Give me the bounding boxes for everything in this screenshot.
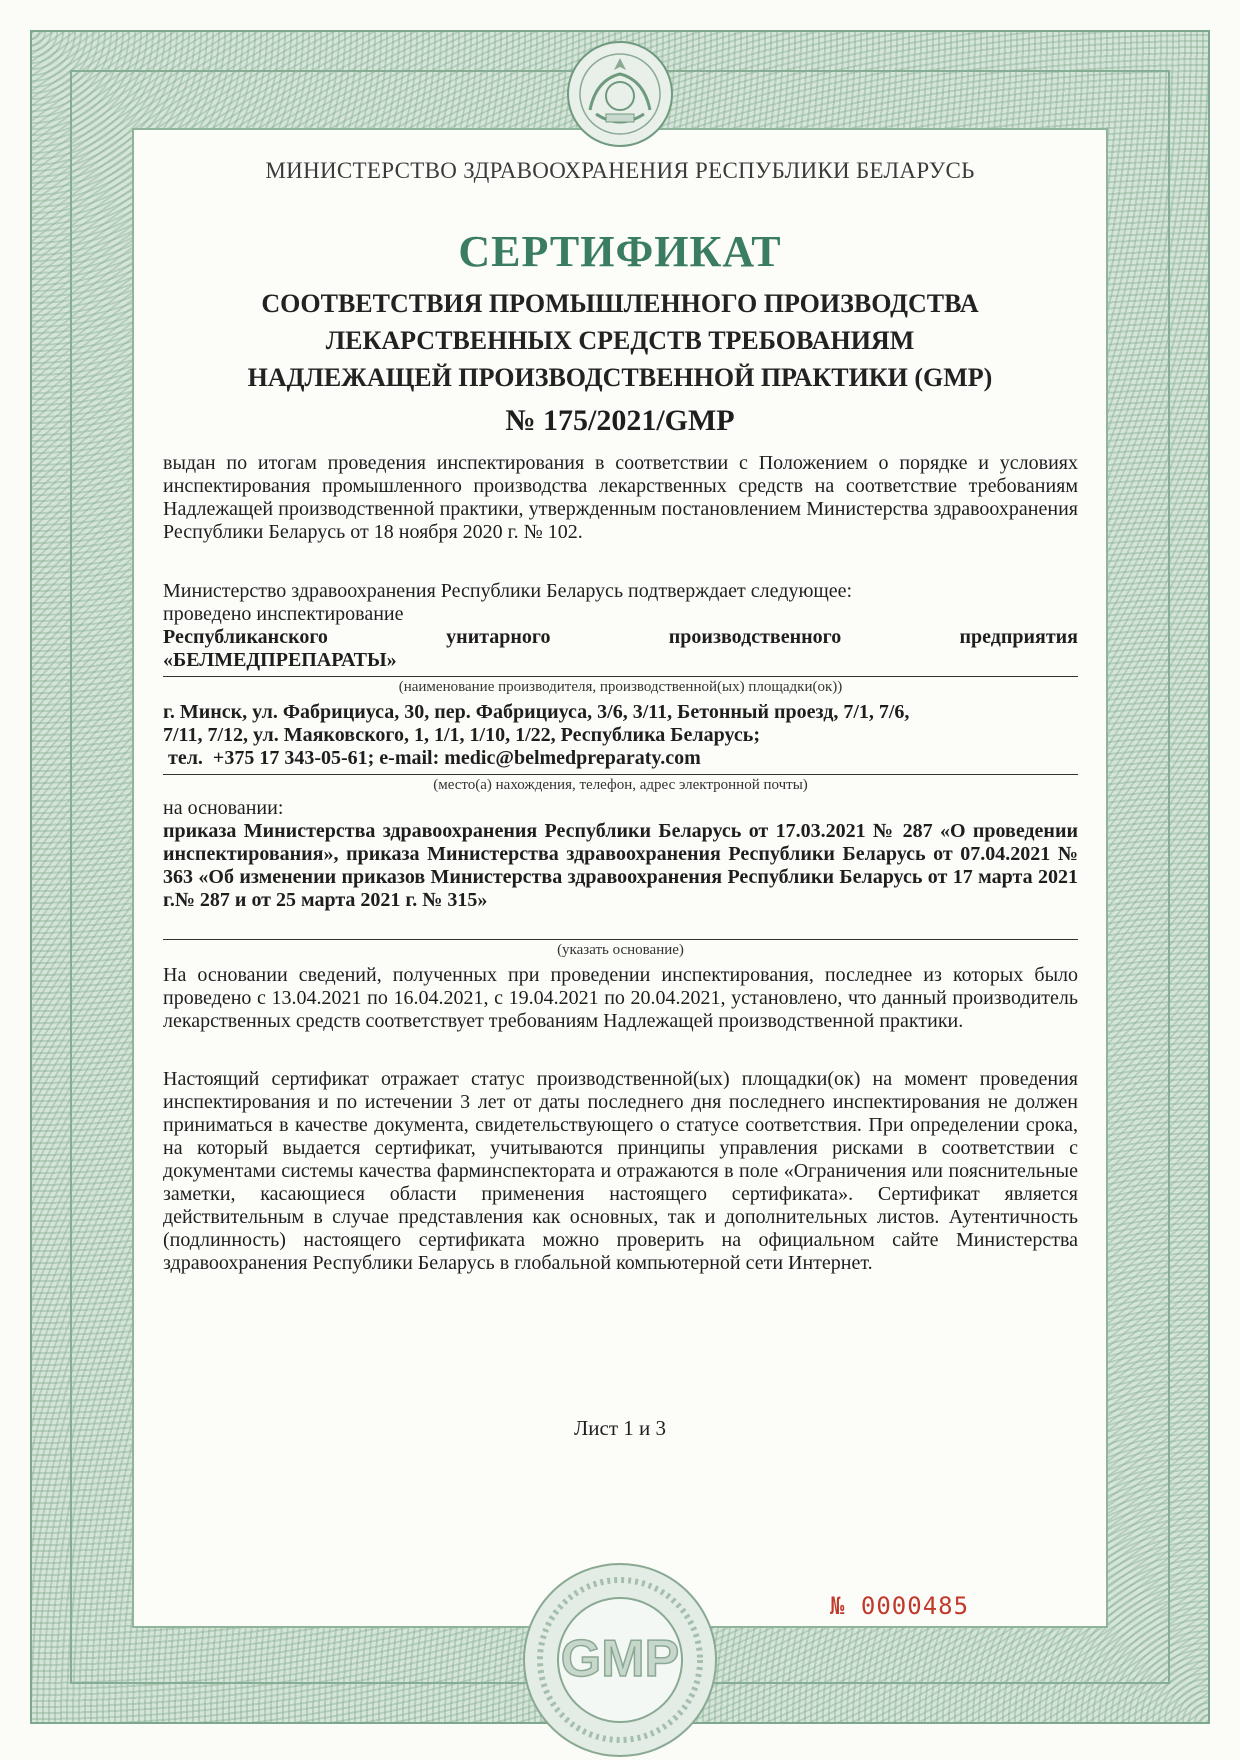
company-name-line — [163, 626, 1078, 649]
result-paragraph: На основании сведений, полученных при проведении инспектирования, последнее из которых было проведено с 13.04.2021 по 16.04.2021, с 19.04.2021 по 20.04.2021, установлено, что данный производитель лекарственных средств соответствует требованиям Надлежащей производственной практики. — [163, 964, 1078, 1032]
ministry-name: МИНИСТЕРСТВО ЗДРАВООХРАНЕНИЯ РЕСПУБЛИКИ БЕЛАРУСЬ — [265, 158, 975, 183]
company-word: унитарного — [446, 626, 551, 648]
seal-text: GMP — [560, 1630, 680, 1688]
company-word: Республиканского — [163, 626, 328, 648]
certificate-title: СЕРТИФИКАТ — [458, 227, 782, 276]
basis-label: на основании: — [163, 797, 284, 819]
confirmation-block — [163, 580, 1078, 626]
intro-paragraph: выдан по итогам проведения инспектирования в соответствии с Положением о порядке и условиях инспектирования промышленного производства лекарственных средств на соответствие требованиям Надлежащей производственной практики, утвержденным постановлением Министерства здравоохранения Республики Беларусь от 18 ноября 2020 г. № 102. — [163, 452, 1078, 543]
sheet-number: Лист 1 и 3 — [574, 1416, 666, 1440]
divider — [163, 939, 1078, 940]
company-word: предприятия — [959, 626, 1078, 648]
inspection-line: проведено инспектирование — [163, 603, 404, 625]
company-word: производственного — [668, 626, 842, 648]
address-line: г. Минск, ул. Фабрициуса, 30, пер. Фабрициуса, 3/6, 3/11, Бетонный проезд, 7/1, 7/6, — [163, 701, 910, 723]
divider — [163, 676, 1078, 677]
address-caption: (место(а) нахождения, телефон, адрес электронной почты) — [433, 777, 808, 793]
gmp-seal-icon — [520, 1560, 720, 1760]
serial-number: № 0000485 — [830, 1592, 970, 1620]
confirmation-line: Министерство здравоохранения Республики Беларусь подтверждает следующее: — [163, 580, 853, 602]
company-name — [163, 626, 1078, 672]
state-emblem-icon — [566, 40, 674, 148]
address-line: 7/11, 7/12, ул. Маяковского, 1, 1/1, 1/10, 1/22, Республика Беларусь; — [163, 724, 760, 746]
status-paragraph: Настоящий сертификат отражает статус производственной(ых) площадки(ок) на момент проведения инспектирования и по истечении 3 лет от даты последнего дня последнего инспектирования не должен приниматься в качестве документа, свидетельствующего о статусе соответствия. При определении срока, на который выдается сертификат, учитываются принципы управления рисками в соответствии с документами системы качества фарминспектората и отражаются в поле «Ограничения или пояснительные заметки, касающиеся области применения настоящего сертификата». Сертификат является действительным в случае представления как основных, так и дополнительных листов. Аутентичность (подлинность) настоящего сертификата можно проверить на официальном сайте Министерства здравоохранения Республики Беларусь в глобальной компьютерной сети Интернет. — [163, 1068, 1078, 1274]
certificate-number: № 175/2021/GMP — [505, 404, 735, 437]
company-name-line2: «БЕЛМЕДПРЕПАРАТЫ» — [163, 649, 397, 671]
subtitle-line: СООТВЕТСТВИЯ ПРОМЫШЛЕННОГО ПРОИЗВОДСТВА — [261, 289, 979, 318]
address-block — [163, 701, 1078, 770]
company-caption: (наименование производителя, производственной(ых) площадки(ок)) — [398, 679, 843, 695]
basis-caption: (указать основание) — [557, 942, 684, 958]
divider — [163, 774, 1078, 775]
subtitle-line: ЛЕКАРСТВЕННЫХ СРЕДСТВ ТРЕБОВАНИЯМ — [325, 326, 915, 355]
address-line: тел. +375 17 343-05-61; e-mail: medic@belmedpreparaty.com — [163, 747, 701, 769]
certificate-subtitle — [150, 285, 1090, 396]
basis-text: приказа Министерства здравоохранения Республики Беларусь от 17.03.2021 № 287 «О проведении инспектирования», приказа Министерства здравоохранения Республики Беларусь от 07.04.2021 № 363 «Об изменении приказов Министерства здравоохранения Республики Беларусь от 17 марта 2021 г.№ 287 и от 25 марта 2021 г. № 315» — [163, 820, 1078, 911]
subtitle-line: НАДЛЕЖАЩЕЙ ПРОИЗВОДСТВЕННОЙ ПРАКТИКИ (GMP) — [247, 363, 993, 392]
